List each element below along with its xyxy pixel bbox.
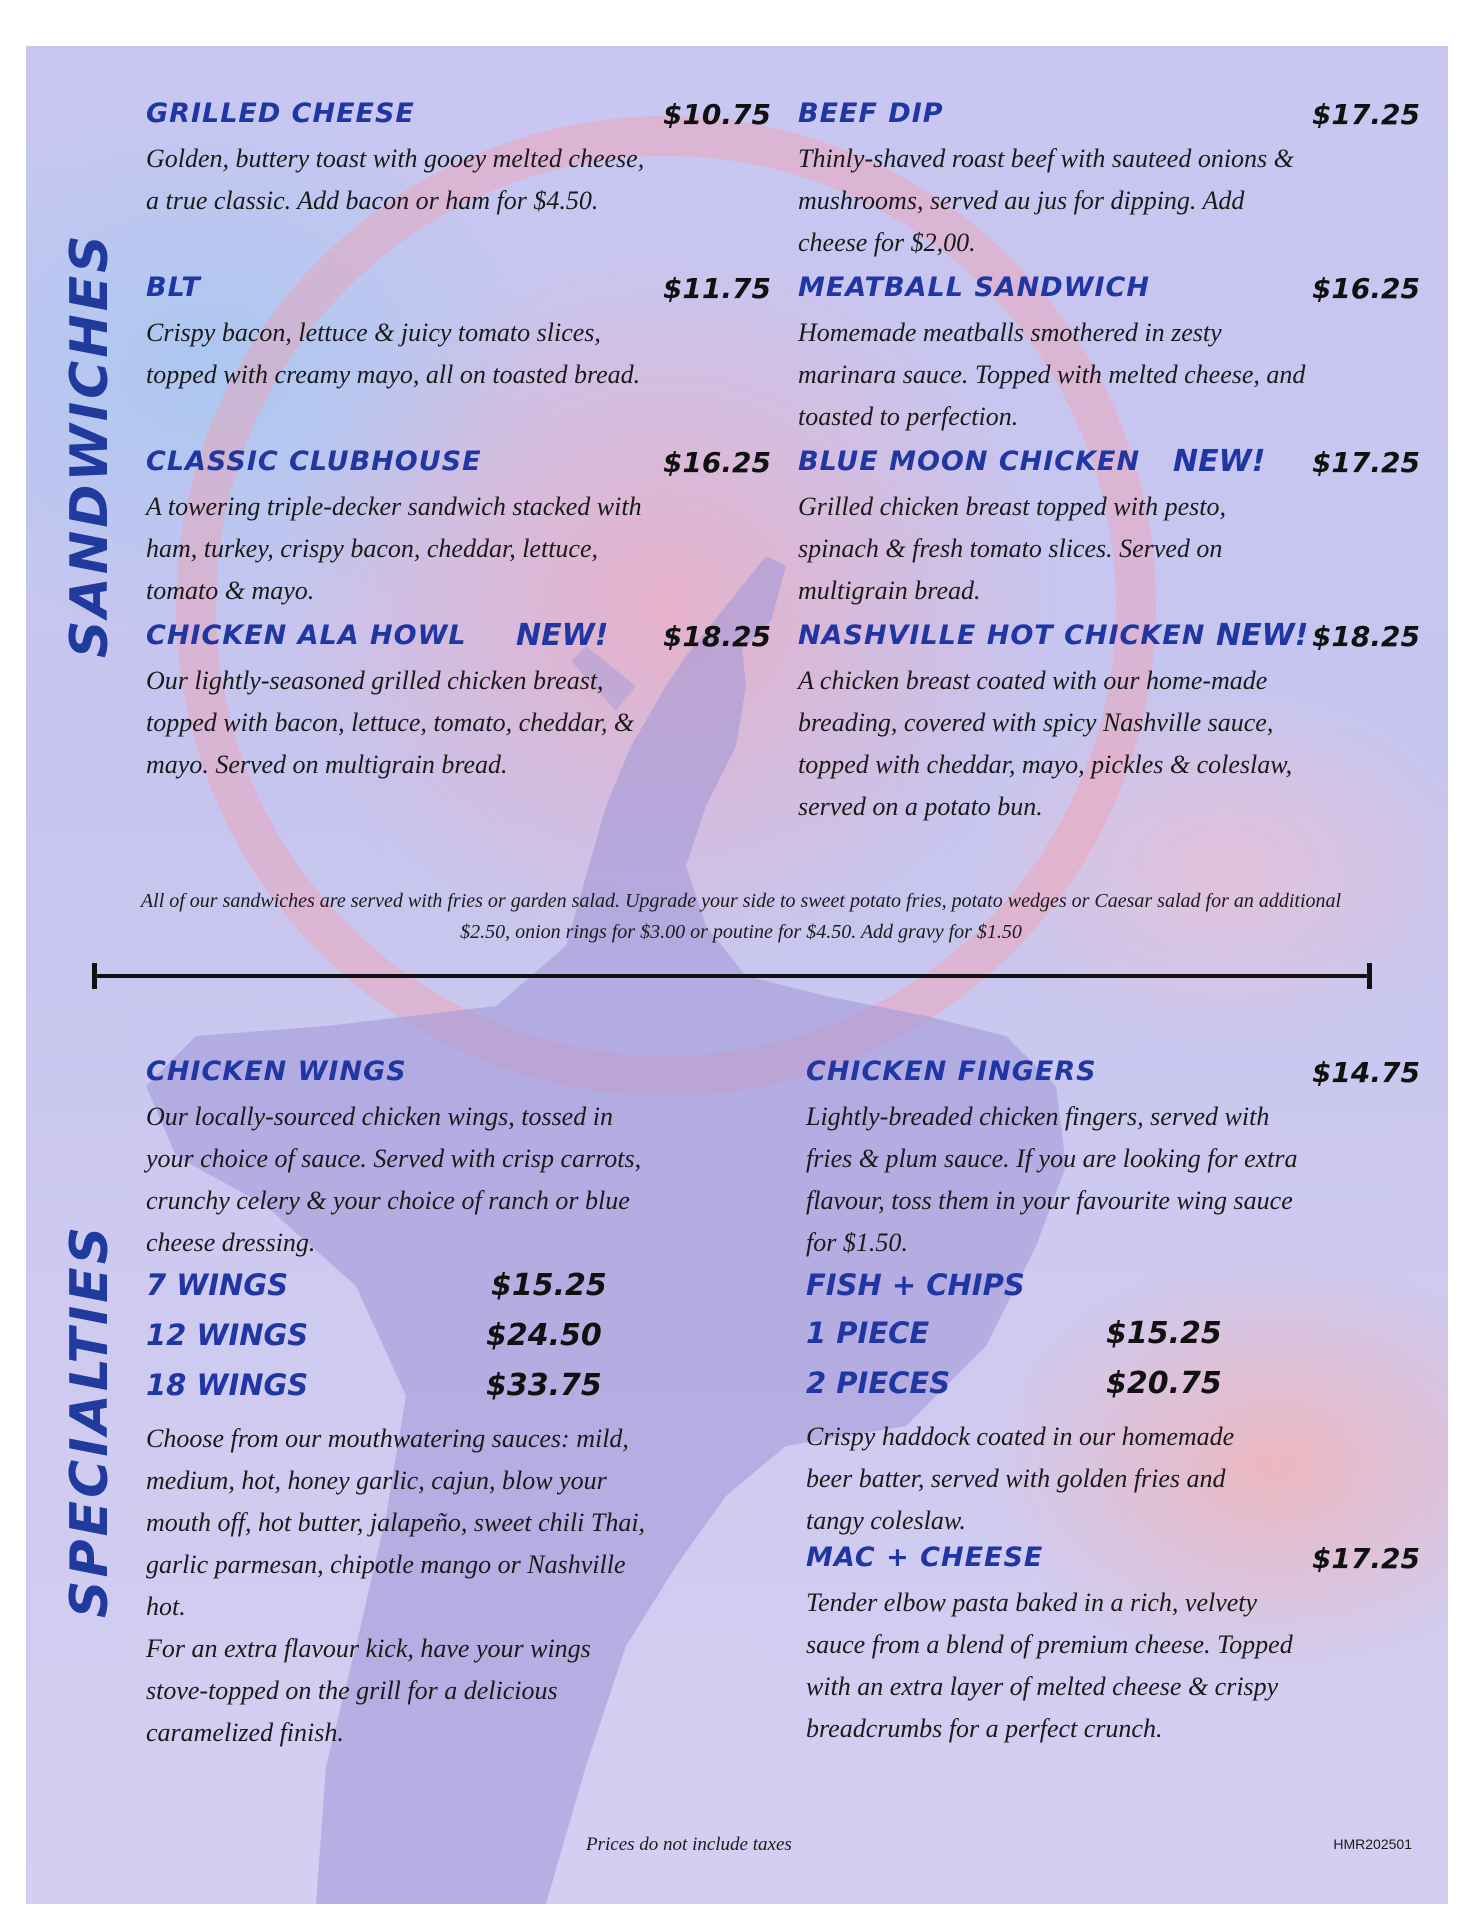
item-description: Crispy haddock coated in our homemade beer batter, served with golden fries and tangy coleslaw. xyxy=(806,1422,1235,1535)
menu-item-chicken-ala-howl xyxy=(146,620,771,786)
menu-page xyxy=(26,46,1448,1904)
item-description: Grilled chicken breast topped with pesto, spinach & fresh tomato slices. Served on multigrain bread. xyxy=(798,492,1226,605)
item-description: A towering triple-decker sandwich stacked with ham, turkey, crispy bacon, cheddar, lettuce, tomato & mayo. xyxy=(146,492,642,605)
item-name: CHICKEN WINGS xyxy=(146,1056,407,1087)
item-price: $11.75 xyxy=(662,272,771,305)
item-description: Homemade meatballs smothered in zesty marinara sauce. Topped with melted cheese, and toasted to perfection. xyxy=(798,318,1306,431)
menu-item-beef-dip xyxy=(798,98,1420,264)
menu-item-fish-and-chips xyxy=(806,1268,1420,1542)
new-badge: NEW! xyxy=(1216,618,1309,653)
item-description: Crispy bacon, lettuce & juicy tomato slices, topped with creamy mayo, all on toasted bread. xyxy=(146,318,641,389)
item-price: $17.25 xyxy=(1311,446,1420,479)
fish-option-row xyxy=(806,1316,1420,1366)
menu-item-classic-clubhouse xyxy=(146,446,771,612)
item-price: $16.25 xyxy=(1311,272,1420,305)
menu-item-blt xyxy=(146,272,771,396)
item-name: MEATBALL SANDWICH xyxy=(798,272,1150,303)
option-price: $20.75 xyxy=(1106,1366,1222,1401)
menu-item-nashville-hot-chicken xyxy=(798,620,1420,828)
item-price: $17.25 xyxy=(1311,1542,1420,1575)
menu-item-meatball-sandwich xyxy=(798,272,1420,438)
option-price: $33.75 xyxy=(486,1368,602,1403)
item-description: Thinly-shaved roast beef with sauteed onions & mushrooms, served au jus for dipping. Add cheese for $2,00. xyxy=(798,144,1294,257)
item-description: Tender elbow pasta baked in a rich, velvety sauce from a blend of premium cheese. Topped with an extra layer of melted cheese & crispy breadcrumbs for a perfect crunch. xyxy=(806,1588,1293,1743)
item-name: BEEF DIP xyxy=(798,98,944,129)
item-name: CHICKEN ALA HOWL xyxy=(146,620,467,651)
option-label: 2 PIECES xyxy=(806,1366,951,1400)
new-badge: NEW! xyxy=(1173,444,1266,479)
new-badge: NEW! xyxy=(516,618,609,653)
item-name: FISH + CHIPS xyxy=(806,1268,1025,1302)
wings-extra: For an extra flavour kick, have your wings stove-topped on the grill for a delicious caramelized finish. xyxy=(146,1634,591,1747)
item-name: CLASSIC CLUBHOUSE xyxy=(146,446,482,477)
option-label: 12 WINGS xyxy=(146,1318,309,1352)
item-description: Our locally-sourced chicken wings, tossed in your choice of sauce. Served with crisp carrots, crunchy celery & your choice of ranch or blue cheese dressing. xyxy=(146,1102,642,1257)
wings-option-row xyxy=(146,1318,666,1368)
item-name: CHICKEN FINGERS xyxy=(806,1056,1097,1087)
fish-option-row xyxy=(806,1366,1420,1416)
menu-code: HMR202501 xyxy=(1333,1836,1412,1852)
item-description: A chicken breast coated with our home-made breading, covered with spicy Nashville sauce, topped with cheddar, mayo, pickles & coleslaw, served on a potato bun. xyxy=(798,666,1293,821)
item-price: $14.75 xyxy=(1311,1056,1420,1089)
option-label: 1 PIECE xyxy=(806,1316,930,1350)
section-divider xyxy=(92,974,1372,978)
item-name: GRILLED CHEESE xyxy=(146,98,415,129)
item-name: NASHVILLE HOT CHICKEN xyxy=(798,620,1206,651)
menu-item-blue-moon-chicken xyxy=(798,446,1420,612)
option-price: $15.25 xyxy=(491,1268,607,1303)
sides-note: All of our sandwiches are served with fries or garden salad. Upgrade your side to sweet potato fries, potato wedges or Caesar salad for an additional $2.50, onion rings for $3.00 or poutine for $4.50. Add gravy for $1.50 xyxy=(140,890,1342,943)
item-description: Golden, buttery toast with gooey melted cheese, a true classic. Add bacon or ham for $4.50. xyxy=(146,144,645,215)
option-label: 18 WINGS xyxy=(146,1368,309,1402)
sandwiches-section-label: SANDWICHES xyxy=(60,232,120,658)
menu-item-chicken-wings xyxy=(146,1056,666,1754)
item-price: $17.25 xyxy=(1311,98,1420,131)
item-name: BLUE MOON CHICKEN xyxy=(798,446,1141,477)
item-price: $16.25 xyxy=(662,446,771,479)
taxes-note: Prices do not include taxes xyxy=(586,1834,792,1855)
option-price: $15.25 xyxy=(1106,1316,1222,1351)
item-name: BLT xyxy=(146,272,201,303)
item-name: MAC + CHEESE xyxy=(806,1542,1044,1573)
wings-sauces: Choose from our mouthwatering sauces: mild, medium, hot, honey garlic, cajun, blow your mouth off, hot butter, jalapeño, sweet chili Thai, garlic parmesan, chipotle mango or Nashville hot. xyxy=(146,1424,646,1621)
option-price: $24.50 xyxy=(486,1318,602,1353)
wings-option-row xyxy=(146,1268,666,1318)
specialties-section-label: SPECIALTIES xyxy=(60,1223,120,1618)
menu-item-chicken-fingers xyxy=(806,1056,1420,1264)
item-price: $18.25 xyxy=(1311,620,1420,653)
option-label: 7 WINGS xyxy=(146,1268,289,1302)
item-description: Lightly-breaded chicken fingers, served with fries & plum sauce. If you are looking for extra flavour, toss them in your favourite wing sauce for $1.50. xyxy=(806,1102,1298,1257)
item-price: $10.75 xyxy=(662,98,771,131)
menu-item-mac-and-cheese xyxy=(806,1542,1420,1750)
menu-item-grilled-cheese xyxy=(146,98,771,222)
wings-option-row xyxy=(146,1368,666,1418)
item-description: Our lightly-seasoned grilled chicken breast, topped with bacon, lettuce, tomato, cheddar, & mayo. Served on multigrain bread. xyxy=(146,666,635,779)
item-price: $18.25 xyxy=(662,620,771,653)
